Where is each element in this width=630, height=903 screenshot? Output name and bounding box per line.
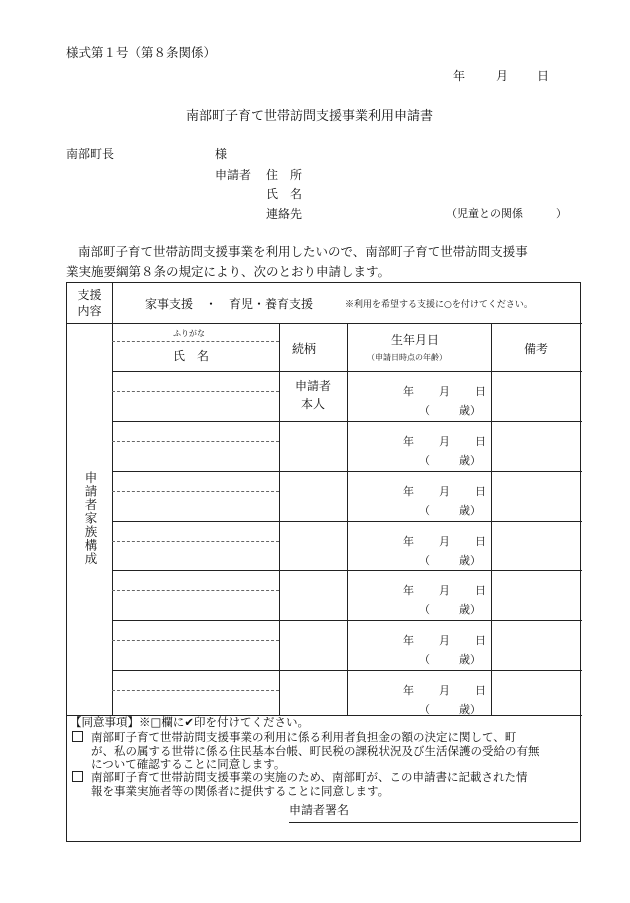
date-day: 日 bbox=[475, 485, 486, 498]
date-day: 日 bbox=[475, 634, 486, 647]
header-furigana: ふりがな bbox=[173, 329, 205, 338]
family-member-name-field[interactable] bbox=[113, 442, 279, 470]
family-member-name-field[interactable] bbox=[113, 542, 279, 570]
signature-line[interactable] bbox=[289, 822, 578, 823]
family-side-label: 申請者家族構成 bbox=[83, 471, 98, 566]
relation-open: （児童との関係 bbox=[446, 207, 523, 220]
family-member-name-field[interactable] bbox=[113, 591, 279, 619]
age-close: 歳） bbox=[459, 653, 481, 666]
support-options: 家事支援 ・ 育児・養育支援 bbox=[145, 297, 314, 311]
name-label: 氏 名 bbox=[266, 187, 303, 201]
family-member-name-field[interactable] bbox=[113, 641, 279, 669]
date-year: 年 bbox=[403, 535, 414, 548]
age-close: 歳） bbox=[459, 703, 481, 716]
consent-item-2: 南部町子育て世帯訪問支援事業の実施のため、南部町が、この申請書に記載された情 報を事業実施者等の関係者に提供することに同意します。 bbox=[72, 771, 582, 798]
age-open: （ bbox=[419, 703, 430, 716]
consent-item-1: 南部町子育て世帯訪問支援事業の利用に係る利用者負担金の額の決定に関して、町 が、私の属する世帯に係る住民基本台帳、町民税の課税状況及び生活保護の受給の有無 について確認することに同意します。 bbox=[72, 731, 582, 772]
support-label: 支援 内容 bbox=[77, 288, 102, 318]
form-number: 様式第１号（第８条関係） bbox=[66, 45, 217, 60]
date-year: 年 bbox=[403, 385, 414, 398]
date-month: 月 bbox=[439, 435, 450, 448]
checkbox-icon[interactable] bbox=[72, 771, 83, 782]
header-birthdate-note: （申請日時点の年齢） bbox=[367, 353, 447, 362]
date-month: 月 bbox=[439, 535, 450, 548]
age-open: （ bbox=[419, 454, 430, 467]
date-month: 月 bbox=[439, 485, 450, 498]
address-label: 住 所 bbox=[266, 168, 303, 182]
header-name: 氏 名 bbox=[173, 349, 210, 363]
age-close: 歳） bbox=[459, 554, 481, 567]
header-relation: 続柄 bbox=[292, 342, 317, 356]
date-year-label: 年 bbox=[453, 69, 466, 83]
age-close: 歳） bbox=[459, 404, 481, 417]
date-year: 年 bbox=[403, 634, 414, 647]
date-year: 年 bbox=[403, 485, 414, 498]
date-day-label: 日 bbox=[537, 69, 550, 83]
header-birthdate: 生年月日 bbox=[391, 333, 440, 347]
consent-heading: 【同意事項】※□欄に✔印を付けてください。 bbox=[70, 715, 309, 729]
intro-text-line1: 南部町子育て世帯訪問支援事業を利用したいので、南部町子育て世帯訪問支援事 bbox=[78, 244, 528, 259]
checkbox-icon[interactable] bbox=[72, 731, 83, 742]
addressee-honorific: 様 bbox=[215, 147, 228, 161]
age-open: （ bbox=[419, 603, 430, 616]
date-year: 年 bbox=[403, 435, 414, 448]
date-month-label: 月 bbox=[496, 69, 509, 83]
date-month: 月 bbox=[439, 684, 450, 697]
age-close: 歳） bbox=[459, 504, 481, 517]
date-day: 日 bbox=[475, 385, 486, 398]
date-day: 日 bbox=[475, 535, 486, 548]
date-year: 年 bbox=[403, 584, 414, 597]
date-month: 月 bbox=[439, 385, 450, 398]
applicant-label: 申請者 bbox=[215, 168, 252, 182]
relation-applicant: 申請者 本人 bbox=[294, 379, 331, 411]
signature-label: 申請者署名 bbox=[289, 803, 350, 817]
date-day: 日 bbox=[475, 435, 486, 448]
support-note: ※利用を希望する支援に○を付けてください。 bbox=[345, 300, 533, 310]
age-open: （ bbox=[419, 504, 430, 517]
header-remarks: 備考 bbox=[524, 342, 549, 356]
contact-label: 連絡先 bbox=[266, 207, 303, 221]
family-member-name-field[interactable] bbox=[113, 492, 279, 520]
intro-text-line2: 業実施要綱第８条の規定により、次のとおり申請します。 bbox=[66, 264, 391, 279]
date-day: 日 bbox=[475, 584, 486, 597]
age-open: （ bbox=[419, 404, 430, 417]
age-close: 歳） bbox=[459, 454, 481, 467]
relation-close: ） bbox=[556, 207, 567, 220]
date-day: 日 bbox=[475, 684, 486, 697]
age-open: （ bbox=[419, 653, 430, 666]
date-month: 月 bbox=[439, 634, 450, 647]
document-title: 南部町子育て世帯訪問支援事業利用申請書 bbox=[186, 109, 434, 124]
age-open: （ bbox=[419, 554, 430, 567]
date-month: 月 bbox=[439, 584, 450, 597]
family-member-name-field[interactable] bbox=[113, 392, 279, 420]
date-year: 年 bbox=[403, 684, 414, 697]
addressee-name: 南部町長 bbox=[66, 147, 115, 161]
age-close: 歳） bbox=[459, 603, 481, 616]
